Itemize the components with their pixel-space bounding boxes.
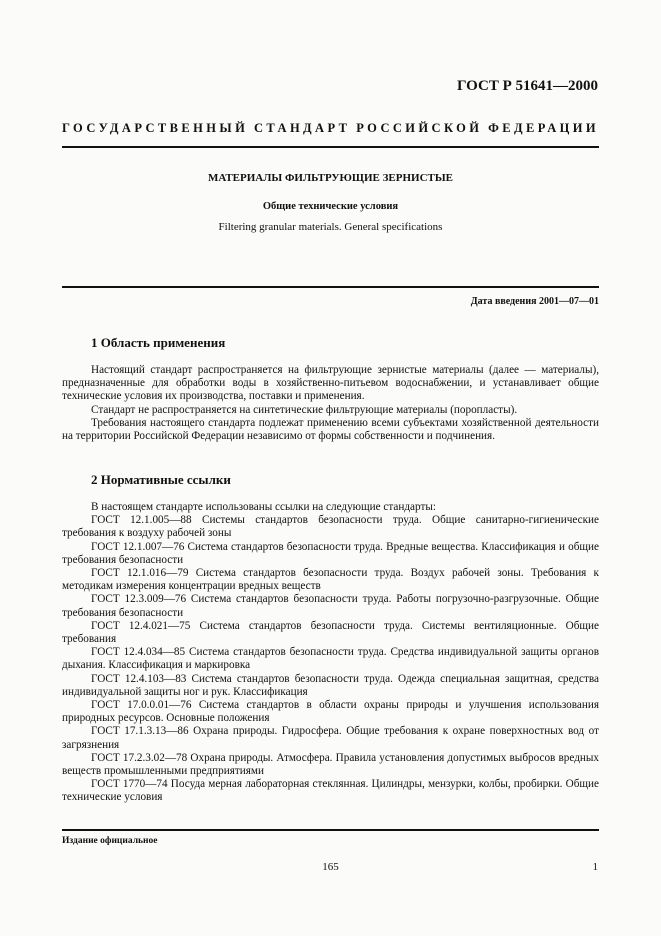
reference-item: ГОСТ 17.1.3.13—86 Охрана природы. Гидросфера. Общие требования к охране поверхностных вод от загрязнения	[62, 725, 599, 751]
reference-item: ГОСТ 17.2.3.02—78 Охрана природы. Атмосфера. Правила установления допустимых выбросов вредных веществ промышленными предприятиями	[62, 751, 599, 778]
document-subtitle: Общие технические условия	[262, 201, 399, 212]
page-number-right: 1	[592, 861, 598, 873]
reference-item: ГОСТ 12.1.016—79 Система стандартов безопасности труда. Воздух рабочей зоны. Требования к методикам измерения концентрации вредных веществ	[62, 567, 599, 593]
official-edition-label: Издание официальное	[62, 836, 158, 846]
section-scope-body	[62, 364, 599, 443]
title-divider	[62, 286, 599, 288]
paragraph: Стандарт не распространяется на синтетические фильтрующие материалы (поропласты).	[91, 403, 518, 416]
reference-item: ГОСТ 17.0.0.01—76 Система стандартов в области охраны природы и улучшения использования природных ресурсов. Основные положения	[62, 699, 599, 725]
footer-divider	[62, 829, 599, 831]
state-standard-banner	[62, 121, 599, 136]
banner-word: ФЕДЕРАЦИИ	[488, 121, 599, 135]
paragraph: Требования настоящего стандарта подлежат применению всеми субъектами хозяйственной деятельности на территории Российской Федерации независимо от формы собственности и подчинения.	[62, 416, 599, 443]
reference-item: ГОСТ 12.4.103—83 Система стандартов безопасности труда. Одежда специальная защитная, средства индивидуальной защиты ног и рук. Классификация	[62, 672, 599, 698]
reference-item: ГОСТ 12.1.005—88 Системы стандартов безопасности труда. Общие санитарно-гигиенические требования к воздуху рабочей зоны	[62, 514, 599, 540]
english-title: Filtering granular materials. General specifications	[218, 221, 443, 233]
reference-item: ГОСТ 12.4.021—75 Система стандартов безопасности труда. Системы вентиляционные. Общие требования	[62, 619, 599, 646]
page-number-center: 165	[322, 861, 339, 873]
section-references-body	[62, 501, 599, 805]
reference-item: ГОСТ 1770—74 Посуда мерная лабораторная стеклянная. Цилиндры, мензурки, колбы, пробирки. Общие технические условия	[62, 778, 599, 804]
introduction-date: Дата введения 2001—07—01	[470, 296, 599, 307]
top-divider	[62, 146, 599, 148]
banner-word: ГОСУДАРСТВЕННЫЙ	[62, 121, 249, 135]
document-code: ГОСТ Р 51641—2000	[456, 78, 598, 94]
section-heading-scope: 1 Область применения	[91, 335, 226, 350]
paragraph: В настоящем стандарте использованы ссылки на следующие стандарты:	[91, 501, 436, 513]
banner-word: СТАНДАРТ	[253, 121, 351, 135]
document-title: МАТЕРИАЛЫ ФИЛЬТРУЮЩИЕ ЗЕРНИСТЫЕ	[207, 172, 453, 184]
banner-word: РОССИЙСКОЙ	[356, 121, 483, 135]
reference-item: ГОСТ 12.4.034—85 Система стандартов безопасности труда. Средства индивидуальной защиты органов дыхания. Классификация и маркировка	[62, 646, 599, 672]
reference-item: ГОСТ 12.3.009—76 Система стандартов безопасности труда. Работы погрузочно-разгрузочные. Общие требования безопасности	[62, 593, 599, 619]
section-heading-references: 2 Нормативные ссылки	[91, 472, 231, 487]
paragraph: Настоящий стандарт распространяется на фильтрующие зернистые материалы (далее — материалы), предназначенные для обработки воды в хозяйственно-питьевом водоснабжении, и устанавливает общие технические условия их производства, поставки и применения.	[62, 364, 599, 403]
reference-item: ГОСТ 12.1.007—76 Система стандартов безопасности труда. Вредные вещества. Классификация и общие требования безопасности	[62, 540, 599, 566]
